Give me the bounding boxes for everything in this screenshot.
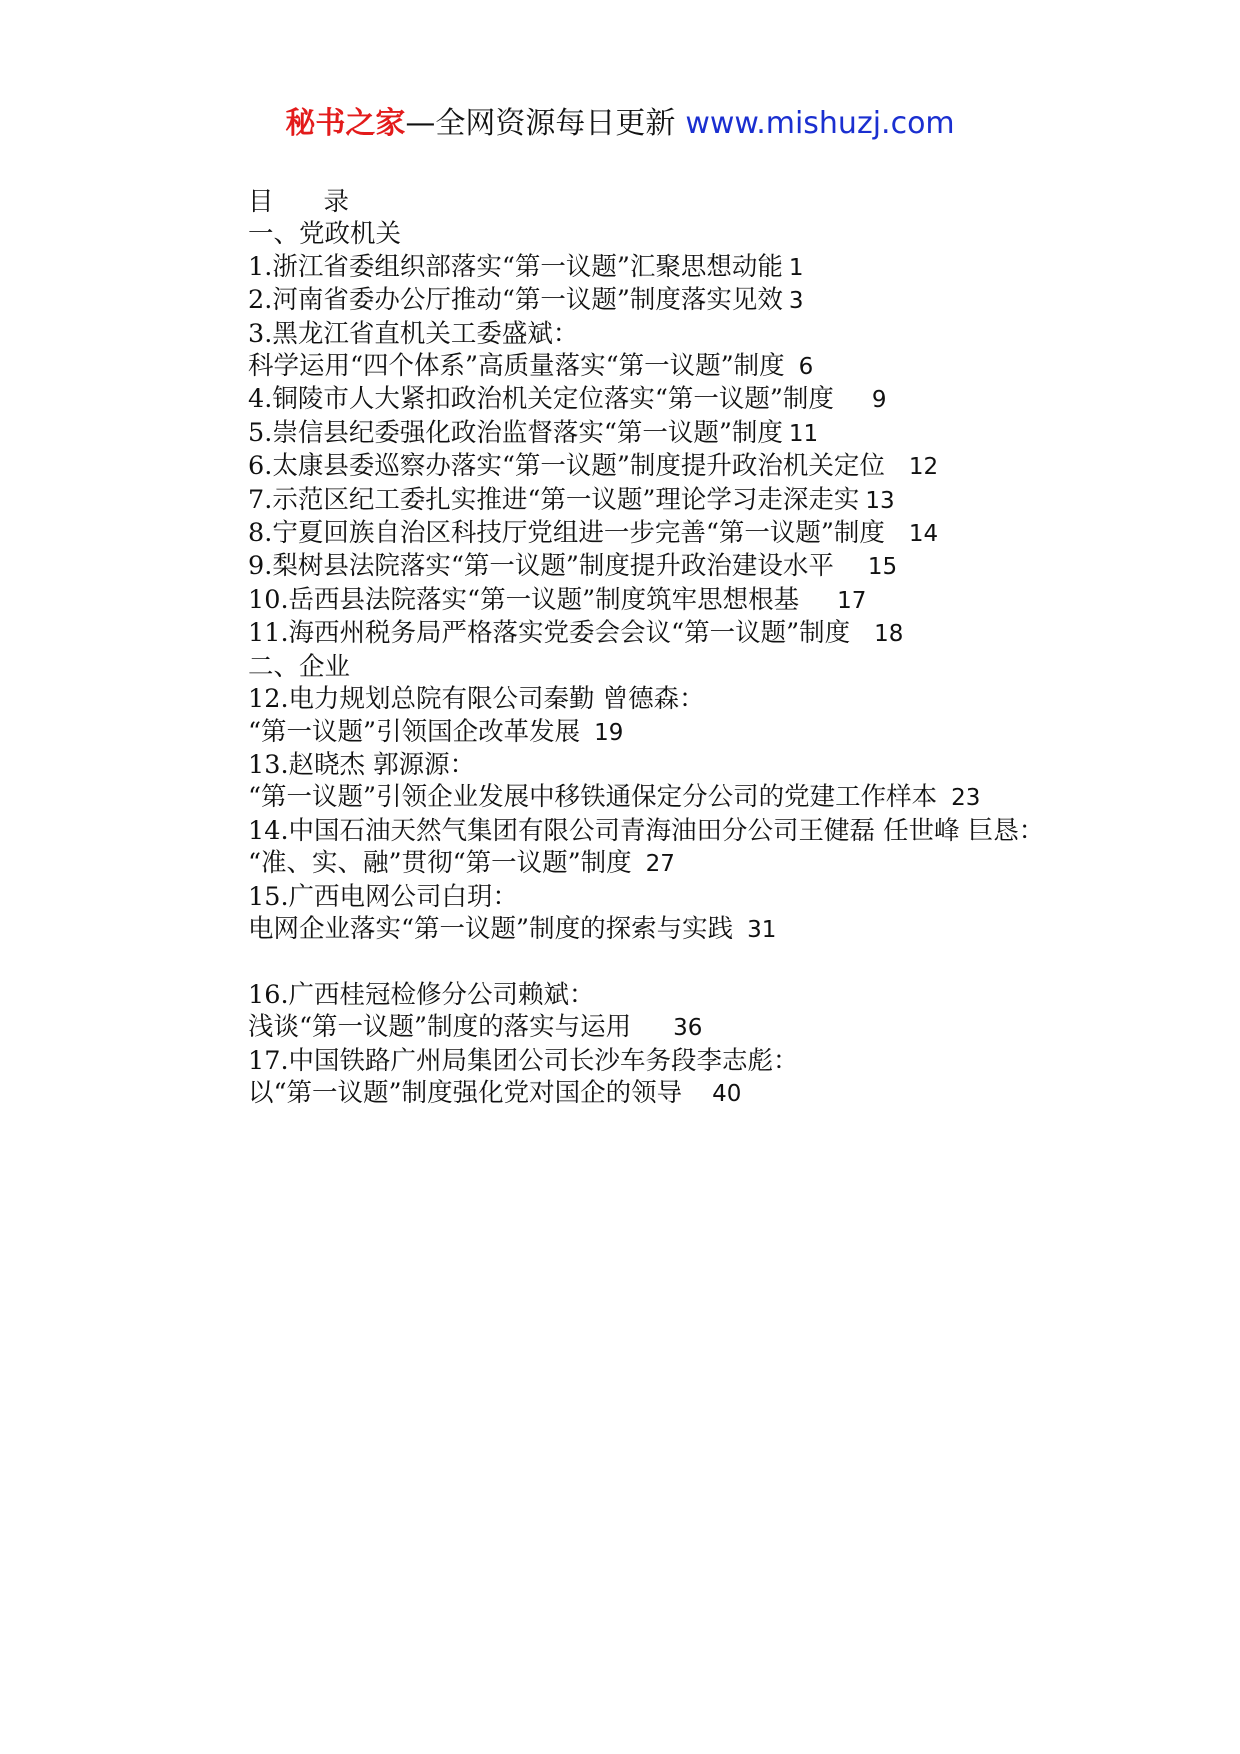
- toc-entry[interactable]: [190, 584, 1060, 617]
- toc-entry-page: 6: [798, 354, 814, 381]
- section-heading: 二、企业: [248, 651, 351, 682]
- toc-entry-title: 5.崇信县纪委强化政治监督落实“第一议题”制度: [248, 417, 783, 448]
- toc-entry[interactable]: [190, 617, 1060, 650]
- toc-entry-page: 18: [874, 621, 904, 648]
- toc-entry-page: 9: [871, 387, 887, 414]
- toc-entry[interactable]: [190, 1011, 1060, 1044]
- toc-entry-title: 8.宁夏回族自治区科技厅党组进一步完善“第一议题”制度: [248, 518, 885, 549]
- toc-entry-page: 1: [788, 254, 804, 281]
- toc-entry-title: 以“第一议题”制度强化党对国企的领导: [248, 1077, 683, 1108]
- toc-entry-page: 12: [908, 454, 939, 481]
- toc-title-left: 目: [248, 187, 274, 217]
- toc-entry[interactable]: [190, 517, 1060, 550]
- toc-entry-page: 15: [867, 554, 898, 581]
- header-slogan: —全网资源每日更新: [405, 106, 676, 141]
- toc-entry-title: 9.梨树县法院落实“第一议题”制度提升政治建设水平: [248, 551, 834, 582]
- toc-entry-page: 17: [837, 587, 867, 614]
- toc-entry[interactable]: [190, 847, 1060, 880]
- toc-title-right: 录: [323, 187, 350, 217]
- toc-entry-page: 36: [673, 1015, 703, 1042]
- toc-entry[interactable]: [190, 417, 1060, 450]
- toc-entry-page: 23: [951, 785, 981, 812]
- section-heading: 一、党政机关: [248, 219, 402, 250]
- toc-entry-title: 13.赵晓杰 郭源源：: [248, 749, 476, 780]
- table-of-contents: [190, 186, 1060, 1110]
- toc-entry-author[interactable]: [190, 1045, 1060, 1077]
- toc-entry-author[interactable]: [190, 979, 1060, 1011]
- toc-entry[interactable]: [190, 913, 1060, 946]
- toc-entry-page: 14: [908, 521, 939, 548]
- toc-entry-title: 浅谈“第一议题”制度的落实与运用: [248, 1012, 632, 1043]
- toc-entry-title: 1.浙江省委组织部落实“第一议题”汇聚思想动能: [248, 251, 783, 282]
- toc-entry-page: 40: [712, 1080, 742, 1107]
- toc-entry-page: 31: [747, 916, 777, 943]
- toc-entry-title: 2.河南省委办公厅推动“第一议题”制度落实见效: [248, 285, 783, 316]
- toc-entry-title: 11.海西州税务局严格落实党委会会议“第一议题”制度: [248, 618, 851, 649]
- toc-entry-title: 17.中国铁路广州局集团公司长沙车务段李志彪：: [248, 1045, 799, 1076]
- site-url[interactable]: www.mishuzj.com: [685, 106, 955, 141]
- toc-entry-page: 27: [645, 851, 675, 878]
- toc-entry-title: 科学运用“四个体系”高质量落实“第一议题”制度: [248, 351, 785, 382]
- site-header: [0, 104, 1240, 144]
- toc-entry-title: 12.电力规划总院有限公司秦勤 曾德森：: [248, 684, 705, 715]
- toc-entry-author[interactable]: [190, 318, 1060, 350]
- toc-entry-author[interactable]: [190, 815, 1060, 847]
- toc-entry-page: 11: [788, 420, 819, 447]
- toc-entry-page: 3: [788, 288, 804, 315]
- toc-entry[interactable]: [190, 284, 1060, 317]
- toc-entry-title: 7.示范区纪工委扎实推进“第一议题”理论学习走深走实: [248, 484, 860, 515]
- toc-entry-title: “第一议题”引领国企改革发展: [248, 716, 581, 747]
- brand-name: 秘书之家: [285, 106, 406, 141]
- toc-entry-page: 13: [865, 487, 895, 514]
- toc-entry[interactable]: [190, 716, 1060, 749]
- toc-entry-title: 4.铜陵市人大紧扣政治机关定位落实“第一议题”制度: [248, 384, 834, 415]
- toc-entry-title: 15.广西电网公司白玥：: [248, 881, 519, 912]
- toc-entry-author[interactable]: [190, 749, 1060, 781]
- toc-entry[interactable]: [190, 251, 1060, 284]
- toc-entry-title: 3.黑龙江省直机关工委盛斌：: [248, 318, 579, 349]
- toc-entry[interactable]: [190, 450, 1060, 483]
- toc-entry-author[interactable]: [190, 881, 1060, 913]
- toc-entry-title: “第一议题”引领企业发展中移铁通保定分公司的党建工作样本: [248, 782, 938, 813]
- toc-entry[interactable]: [190, 1077, 1060, 1110]
- blank-line: [190, 946, 1060, 978]
- toc-entry-title: 电网企业落实“第一议题”制度的探索与实践: [248, 913, 734, 944]
- toc-entry-title: 14.中国石油天然气集团有限公司青海油田分公司王健磊 任世峰 巨恳：: [248, 815, 1045, 846]
- toc-entry-author[interactable]: [190, 683, 1060, 715]
- toc-entry-title: 6.太康县委巡察办落实“第一议题”制度提升政治机关定位: [248, 451, 885, 482]
- toc-entry[interactable]: [190, 383, 1060, 416]
- toc-entry[interactable]: [190, 781, 1060, 814]
- toc-entry-title: “准、实、融”贯彻“第一议题”制度: [248, 848, 632, 879]
- toc-title: [190, 186, 1060, 218]
- toc-entry-page: 19: [594, 719, 624, 746]
- toc-entry-title: 16.广西桂冠检修分公司赖斌：: [248, 979, 595, 1010]
- toc-entry[interactable]: [190, 484, 1060, 517]
- toc-entry-title: 10.岳西县法院落实“第一议题”制度筑牢思想根基: [248, 584, 800, 615]
- toc-entry[interactable]: [190, 350, 1060, 383]
- toc-entry[interactable]: [190, 550, 1060, 583]
